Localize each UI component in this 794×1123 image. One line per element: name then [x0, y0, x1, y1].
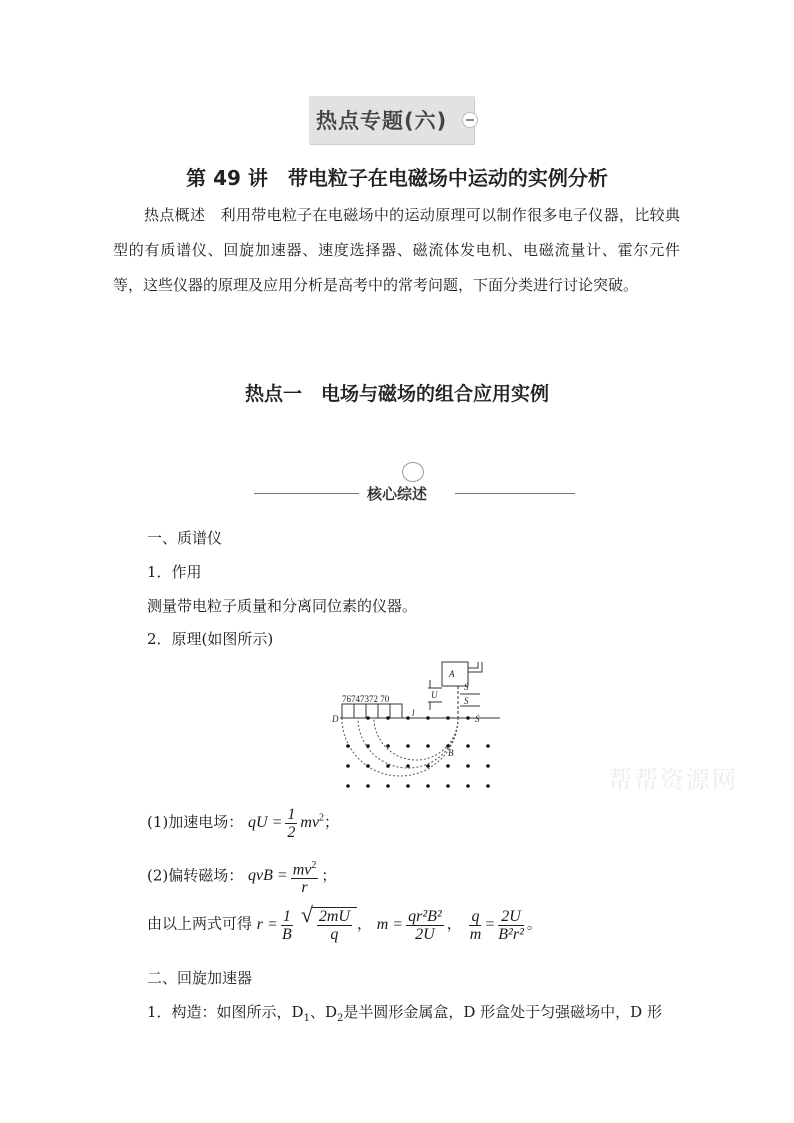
watermark: 帮帮资源网 — [608, 766, 738, 794]
field-dots — [346, 716, 490, 788]
field-dot — [386, 716, 390, 720]
s1-heading: 一、质谱仪 — [147, 529, 223, 547]
inlet-pipe — [468, 662, 482, 672]
field-dot — [446, 784, 450, 788]
trajectory-inner — [374, 718, 458, 760]
field-dot — [366, 716, 370, 720]
formula-deflect: (2)偏转磁场： qvB = $\frac{mv^2}{r}$ ； — [147, 857, 336, 896]
topic-banner — [309, 96, 474, 144]
label-a: A — [449, 669, 455, 679]
section-title: 热点一 电场与磁场的组合应用实例 — [244, 383, 549, 405]
field-dot — [406, 784, 410, 788]
lecture-title: 第 49 讲 带电粒子在电磁场中运动的实例分析 — [186, 166, 608, 190]
label-s2: S — [464, 696, 469, 706]
divider-label: 核心综述 — [0, 483, 794, 504]
field-dot — [346, 764, 350, 768]
banner-title: 热点专题(六) — [316, 109, 448, 133]
s2-item1: 1．构造：如图所示，$D_1$、$D_2$是半圆形金属盒，D 形盒处于匀强磁场中，D 形 — [147, 1003, 662, 1024]
field-dot — [406, 764, 410, 768]
field-dot — [426, 784, 430, 788]
field-dot — [366, 784, 370, 788]
field-dot — [446, 716, 450, 720]
field-dot — [466, 784, 470, 788]
field-dot — [486, 784, 490, 788]
overview-paragraph: 热点概述 利用带电粒子在电磁场中的运动原理可以制作很多电子仪器，比较典型的有质谱仪、回旋加速器、速度选择器、磁流体发电机、电磁流量计、霍尔元件等，这些仪器的原理及应用分析是高考中的常考问题，下面分类进行讨论突破。 — [113, 206, 680, 294]
field-dot — [386, 744, 390, 748]
s1-item2: 2．原理(如图所示) — [147, 630, 274, 648]
s1-item1: 1．作用 — [147, 563, 202, 581]
label-u: U — [431, 690, 438, 700]
label-l: l — [412, 708, 415, 718]
leaf-icon — [402, 462, 424, 482]
mass-spectrometer-figure — [330, 658, 500, 796]
formula-derived: 由以上两式可得 r = $\frac{1}{B}$ √ $\frac{2mU}{q}$ ， m = $\frac{\text{qr²B²}}{2U}$ ， $\frac{q}{m}$ = $\frac{2U}{\text{B²r²}}$ 。 — [147, 907, 542, 943]
field-dot — [466, 744, 470, 748]
field-dot — [486, 764, 490, 768]
field-dot — [446, 764, 450, 768]
field-dot — [346, 744, 350, 748]
minus-circle-icon — [462, 112, 478, 128]
label-b: B — [448, 748, 454, 758]
s1-item1-text: 测量带电粒子质量和分离同位素的仪器。 — [147, 597, 418, 615]
field-dot — [426, 716, 430, 720]
field-dot — [366, 764, 370, 768]
field-dot — [426, 744, 430, 748]
field-dot — [466, 716, 470, 720]
label-s1: S — [464, 682, 469, 692]
field-dot — [426, 764, 430, 768]
label-s3: S — [475, 714, 480, 724]
field-dot — [406, 716, 410, 720]
field-dot — [386, 764, 390, 768]
field-dot — [366, 744, 370, 748]
field-dot — [346, 784, 350, 788]
field-dot — [406, 744, 410, 748]
field-dot — [466, 764, 470, 768]
scale-box — [342, 704, 402, 718]
label-d: D — [332, 714, 339, 724]
field-dot — [486, 744, 490, 748]
s2-heading: 二、回旋加速器 — [147, 969, 253, 987]
trajectory-middle — [358, 718, 458, 768]
field-dot — [386, 784, 390, 788]
formula-accel: (1)加速电场： qU = $\frac{1}{2}$ $mv^2$； — [147, 806, 340, 841]
scale-label: 76747372 70 — [342, 694, 390, 704]
trajectory-outer — [342, 718, 458, 776]
